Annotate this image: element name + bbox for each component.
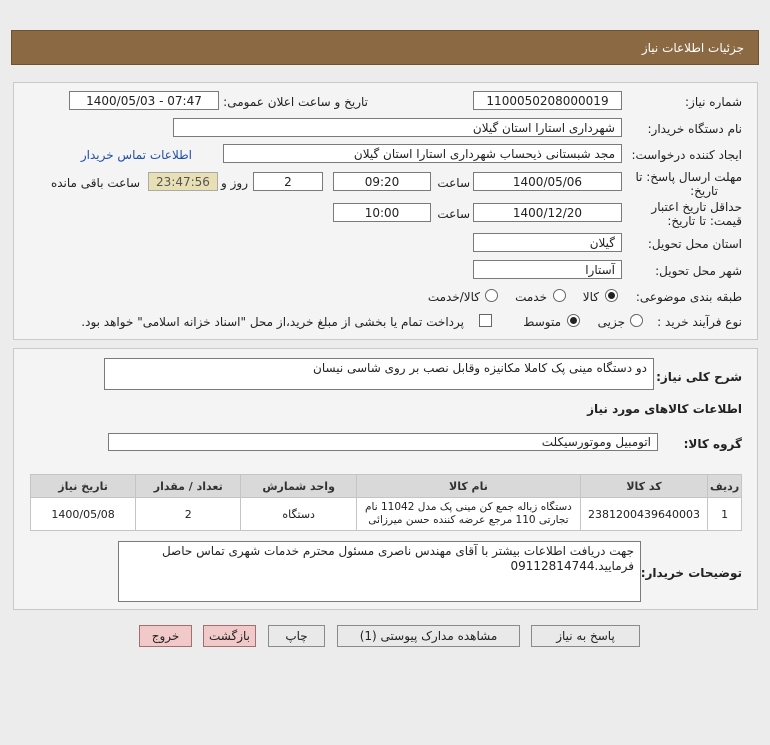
announce-label: تاریخ و ساعت اعلان عمومی: (223, 95, 368, 109)
province-field: گیلان (473, 233, 622, 252)
validity-time-field: 10:00 (333, 203, 431, 222)
cell-name: دستگاه زباله جمع کن مینی پک مدل 11042 نام تجارتی 110 مرجع عرضه کننده حسن میرزائی (356, 498, 580, 531)
col-unit-header: واحد شمارش (241, 475, 357, 498)
deadline-label-2: تاریخ: (690, 184, 718, 198)
buyer-org-field: شهرداری استارا استان گیلان (173, 118, 622, 137)
buyer-notes-field: جهت دریافت اطلاعات بیشتر با آقای مهندس ناصری مسئول محترم خدمات شهری تماس حاصل فرمایید.09112814744 (118, 541, 641, 602)
days-label: روز و (221, 176, 248, 190)
treasury-payment-note: پرداخت تمام یا بخشی از مبلغ خرید،از محل "اسناد خزانه اسلامی" خواهد بود. (81, 315, 464, 329)
cell-qty: 2 (136, 498, 241, 531)
buyer-contact-link[interactable]: اطلاعات تماس خریدار (80, 148, 192, 162)
process-radio-minor[interactable] (630, 314, 643, 327)
col-name-header: نام کالا (356, 475, 580, 498)
goods-table-header-row (31, 475, 742, 498)
validity-label: حداقل تاریخ اعتبار (651, 200, 742, 214)
city-label: شهر محل تحویل: (655, 264, 742, 278)
cell-date: 1400/05/08 (31, 498, 136, 531)
remaining-time-field: 23:47:56 (148, 172, 218, 191)
exit-button[interactable]: خروج (139, 625, 192, 647)
validity-date-field: 1400/12/20 (473, 203, 622, 222)
validity-time-label: ساعت (437, 207, 470, 221)
process-option-medium: متوسط (523, 315, 561, 329)
process-option-minor: جزیی (597, 315, 625, 329)
deadline-label: مهلت ارسال پاسخ: تا (635, 170, 742, 184)
col-qty-header: تعداد / مقدار (136, 475, 241, 498)
description-label: شرح کلی نیاز: (656, 370, 742, 384)
page-header (11, 30, 759, 65)
validity-label-2: قیمت: تا تاریخ: (667, 214, 742, 228)
category-radio-goods[interactable] (605, 289, 618, 302)
page-title: جزئیات اطلاعات نیاز (641, 40, 744, 55)
cell-index: 1 (708, 498, 742, 531)
deadline-date-field: 1400/05/06 (473, 172, 622, 191)
col-index-header: ردیف (708, 475, 742, 498)
goods-group-label: گروه کالا: (683, 437, 742, 451)
need-number-field: 1100050208000019 (473, 91, 622, 110)
category-radio-service[interactable] (553, 289, 566, 302)
print-button[interactable]: چاپ (268, 625, 325, 647)
category-option-both: کالا/خدمت (427, 290, 480, 304)
process-label: نوع فرآیند خرید : (657, 315, 742, 329)
cell-code: 2381200439640003 (580, 498, 707, 531)
category-option-goods: کالا (582, 290, 599, 304)
col-code-header: کد کالا (580, 475, 707, 498)
category-label: طبقه بندی موضوعی: (635, 290, 742, 304)
days-remaining-field: 2 (253, 172, 323, 191)
process-radio-medium[interactable] (567, 314, 580, 327)
deadline-time-label: ساعت (437, 176, 470, 190)
treasury-payment-checkbox[interactable] (479, 314, 492, 327)
need-number-label: شماره نیاز: (685, 95, 742, 109)
remaining-label: ساعت باقی مانده (50, 176, 140, 190)
deadline-time-field: 09:20 (333, 172, 431, 191)
category-option-service: خدمت (515, 290, 547, 304)
goods-info-title: اطلاعات کالاهای مورد نیاز (587, 402, 742, 416)
attachments-button[interactable]: مشاهده مدارک پیوستی (1) (337, 625, 520, 647)
announce-field: 1400/05/03 - 07:47 (69, 91, 219, 110)
reply-button[interactable]: پاسخ به نیاز (531, 625, 640, 647)
buyer-org-label: نام دستگاه خریدار: (647, 122, 742, 136)
table-row (31, 498, 742, 531)
back-button[interactable]: بازگشت (203, 625, 256, 647)
description-field: دو دستگاه مینی پک کاملا مکانیزه وقابل نصب بر روی شاسی نیسان (104, 358, 654, 390)
buyer-notes-label: توضیحات خریدار: (640, 566, 742, 580)
goods-table (30, 474, 742, 531)
category-radio-both[interactable] (485, 289, 498, 302)
requester-field: مجد شبستانی ذیحساب شهرداری استارا استان گیلان (223, 144, 622, 163)
province-label: استان محل تحویل: (647, 237, 742, 251)
city-field: آستارا (473, 260, 622, 279)
cell-unit: دستگاه (241, 498, 357, 531)
goods-group-field: اتومبیل وموتورسیکلت (108, 433, 658, 451)
requester-label: ایجاد کننده درخواست: (631, 148, 742, 162)
col-date-header: تاریخ نیاز (31, 475, 136, 498)
